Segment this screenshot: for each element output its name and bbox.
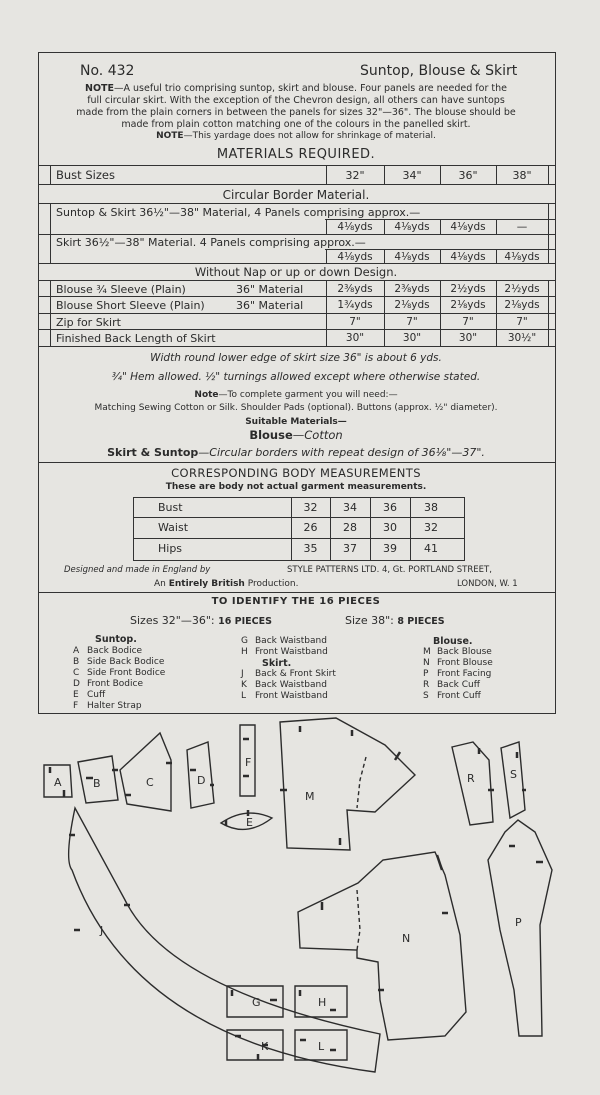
row-label: Blouse ¾ Sleeve (Plain) bbox=[56, 283, 186, 296]
piece-legend-item: N Front Blouse bbox=[423, 658, 493, 668]
width-note: Width round lower edge of skirt size 36" is about 6 yds. bbox=[150, 352, 442, 364]
skirt-label: Skirt 36½"—38" Material. 4 Panels comprising approx.— bbox=[56, 236, 366, 249]
piece-label-d: D bbox=[197, 774, 206, 787]
yardage-cell: 4⅛yds bbox=[337, 221, 373, 233]
bust-sizes-label: Bust Sizes bbox=[56, 168, 115, 182]
piece-legend-item: A Back Bodice bbox=[73, 646, 143, 656]
note-line-4: made from plain cotton matching one of the colours in the panelled skirt. bbox=[121, 119, 471, 130]
yardage-cell: 4⅛yds bbox=[394, 221, 430, 233]
blouse-material: Blouse—Cotton bbox=[249, 428, 343, 442]
piece-label-m: M bbox=[305, 790, 315, 803]
piece-label-s: S bbox=[510, 768, 517, 781]
measurement-cell: 32 bbox=[424, 521, 438, 534]
piece-j-outline bbox=[69, 808, 380, 1072]
piece-legend-item: J Back & Front Skirt bbox=[241, 669, 336, 679]
suntop-heading: Suntop. bbox=[95, 634, 137, 645]
yardage-cell: 4⅛yds bbox=[450, 251, 486, 263]
piece-m-outline bbox=[280, 718, 415, 850]
suitable-heading: Suitable Materials— bbox=[245, 417, 347, 427]
pattern-number: No. 432 bbox=[80, 63, 135, 79]
complete-note: Note—To complete garment you will need:— bbox=[194, 390, 398, 400]
blouse-heading: Blouse. bbox=[433, 636, 473, 647]
identify-heading: TO IDENTIFY THE 16 PIECES bbox=[211, 596, 381, 607]
materials-heading: MATERIALS REQUIRED. bbox=[216, 147, 376, 162]
piece-k-outline bbox=[227, 1030, 283, 1060]
piece-label-n: N bbox=[402, 932, 411, 945]
yardage-cell: 2½yds bbox=[450, 283, 486, 295]
yardage-cell: 2⅜yds bbox=[394, 283, 430, 295]
piece-label-p: P bbox=[515, 916, 522, 929]
yardage-cell: 7" bbox=[349, 316, 361, 328]
yardage-cell: 30" bbox=[345, 332, 365, 344]
piece-n-outline bbox=[298, 852, 466, 1040]
yardage-cell: 2⅛yds bbox=[394, 299, 430, 311]
piece-label-h: H bbox=[318, 996, 327, 1009]
yardage-cell: 1¾yds bbox=[337, 299, 373, 311]
size-cell: 32" bbox=[345, 169, 365, 182]
measurement-cell: 39 bbox=[383, 542, 397, 555]
british-production: An Entirely British Production. bbox=[154, 579, 299, 589]
yardage-cell: 7" bbox=[516, 316, 528, 328]
piece-legend-item: D Front Bodice bbox=[73, 679, 144, 689]
measurement-cell: 34 bbox=[343, 501, 357, 514]
yardage-cell: 2⅛yds bbox=[504, 299, 540, 311]
body-row-label: Waist bbox=[158, 521, 189, 534]
note-line-1: NOTE—A useful trio comprising suntop, skirt and blouse. Four panels are needed for the bbox=[85, 83, 507, 94]
piece-c-outline bbox=[120, 733, 171, 811]
row-label: Finished Back Length of Skirt bbox=[56, 332, 216, 345]
sizes-b: Size 38": 8 PIECES bbox=[345, 614, 445, 627]
note-line-3: made from the plain corners in between the panels for sizes 32"—36". The blouse should be bbox=[76, 107, 516, 118]
row-label: Blouse Short Sleeve (Plain) bbox=[56, 299, 205, 312]
piece-legend-item: P Front Facing bbox=[423, 669, 492, 679]
measurement-cell: 41 bbox=[424, 542, 438, 555]
piece-label-j: J bbox=[100, 924, 104, 937]
piece-label-f: F bbox=[245, 756, 252, 769]
piece-label-k: K bbox=[261, 1040, 269, 1053]
piece-label-b: B bbox=[93, 777, 101, 790]
company-city: LONDON, W. 1 bbox=[457, 579, 518, 589]
body-row-label: Bust bbox=[158, 501, 183, 514]
yardage-cell: 7" bbox=[462, 316, 474, 328]
suntop-skirt-label: Suntop & Skirt 36½"—38" Material, 4 Panels comprising approx.— bbox=[56, 206, 421, 219]
designed-in: Designed and made in England by bbox=[64, 565, 211, 575]
measurement-cell: 38 bbox=[424, 501, 438, 514]
piece-label-c: C bbox=[146, 776, 154, 789]
measurement-cell: 28 bbox=[343, 521, 357, 534]
piece-legend-item: G Back Waistband bbox=[241, 636, 327, 646]
piece-label-e: E bbox=[246, 816, 253, 829]
yardage-cell: 30" bbox=[402, 332, 422, 344]
body-row-label: Hips bbox=[158, 542, 183, 555]
row-material: 36" Material bbox=[236, 299, 304, 312]
piece-legend-item: R Back Cuff bbox=[423, 680, 480, 690]
row-label: Zip for Skirt bbox=[56, 316, 121, 329]
yardage-cell: 4⅛yds bbox=[394, 251, 430, 263]
pattern-title: Suntop, Blouse & Skirt bbox=[360, 63, 518, 79]
piece-legend-item: E Cuff bbox=[73, 690, 106, 700]
piece-legend-item: F Halter Strap bbox=[73, 701, 142, 711]
yardage-cell: 4⅛yds bbox=[450, 221, 486, 233]
skirt-heading: Skirt. bbox=[262, 658, 292, 669]
yardage-cell: 4⅛yds bbox=[504, 251, 540, 263]
piece-legend-item: S Front Cuff bbox=[423, 691, 481, 701]
size-cell: 36" bbox=[458, 169, 478, 182]
measurement-cell: 26 bbox=[303, 521, 318, 534]
shrinkage-note: NOTE—This yardage does not allow for shrinkage of material. bbox=[156, 131, 436, 141]
piece-legend-item: C Side Front Bodice bbox=[73, 668, 166, 678]
piece-label-a: A bbox=[54, 776, 62, 789]
piece-label-g: G bbox=[252, 996, 261, 1009]
circular-heading: Circular Border Material. bbox=[222, 188, 370, 202]
piece-legend-item: L Front Waistband bbox=[241, 691, 328, 701]
nap-heading: Without Nap or up or down Design. bbox=[194, 265, 398, 279]
row-material: 36" Material bbox=[236, 283, 304, 296]
yardage-cell: 30½" bbox=[507, 332, 537, 344]
piece-legend-item: K Back Waistband bbox=[241, 680, 327, 690]
notions-list: Matching Sewing Cotton or Silk. Shoulder Pads (optional). Buttons (approx. ½" diameter). bbox=[94, 403, 498, 413]
yardage-cell: 30" bbox=[458, 332, 478, 344]
piece-label-l: L bbox=[318, 1040, 325, 1053]
yardage-cell: 2⅛yds bbox=[450, 299, 486, 311]
piece-legend-item: H Front Waistband bbox=[241, 647, 328, 657]
body-subheading: These are body not actual garment measurements. bbox=[165, 482, 427, 492]
note-line-2: full circular skirt. With the exception of the Chevron design, all others can have suntops bbox=[87, 95, 505, 106]
size-cell: 34" bbox=[402, 169, 422, 182]
yardage-cell: 4⅛yds bbox=[337, 251, 373, 263]
piece-legend-item: M Back Blouse bbox=[423, 647, 492, 657]
yardage-cell: 2½yds bbox=[504, 283, 540, 295]
measurement-cell: 32 bbox=[303, 501, 318, 514]
hem-note: ¾" Hem allowed. ½" turnings allowed except where otherwise stated. bbox=[111, 371, 481, 383]
sizes-a: Sizes 32"—36": 16 PIECES bbox=[130, 614, 272, 627]
measurement-cell: 35 bbox=[303, 542, 318, 555]
measurement-cell: 30 bbox=[383, 521, 397, 534]
measurement-cell: 36 bbox=[383, 501, 397, 514]
size-cell: 38" bbox=[512, 169, 532, 182]
yardage-cell: 2⅜yds bbox=[337, 283, 373, 295]
measurement-cell: 37 bbox=[343, 542, 357, 555]
yardage-cell: — bbox=[516, 221, 528, 233]
piece-label-r: R bbox=[467, 772, 475, 785]
yardage-cell: 7" bbox=[406, 316, 418, 328]
skirt-material: Skirt & Suntop—Circular borders with repeat design of 36⅛"—37". bbox=[107, 446, 485, 459]
body-heading: CORRESPONDING BODY MEASUREMENTS bbox=[171, 466, 421, 480]
company-address: STYLE PATTERNS LTD. 4, Gt. PORTLAND STREET, bbox=[287, 565, 492, 575]
piece-legend-item: B Side Back Bodice bbox=[73, 657, 165, 667]
